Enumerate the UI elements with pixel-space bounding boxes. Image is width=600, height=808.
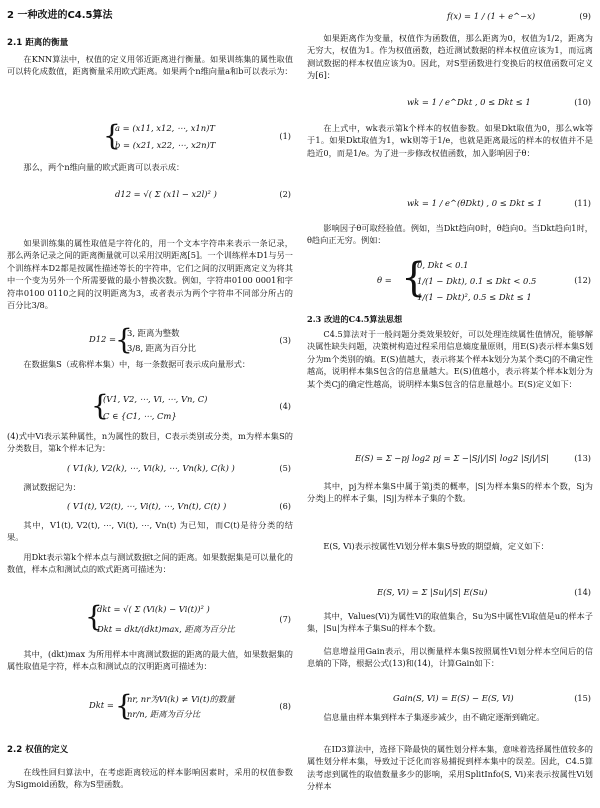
s22-paragraph-4: 影响因子θ可取经验值。例如，当Dkt趋向0时，θ趋向0。当Dkt趋向1时，θ趋向正无穷。例如： — [307, 223, 593, 246]
equation-11-number: (11) — [574, 198, 591, 208]
s23-paragraph-6: 信息量由样本集到样本子集逐步减少，由不确定逐渐到确定。 — [323, 712, 545, 722]
equation-8-case-2: nr/n, 距离为百分比 — [127, 709, 201, 719]
equation-3-lhs: D12 = — [89, 334, 117, 344]
s21-paragraph-5: (4)式中Vi表示某种属性，n为属性的数目，C表示类别或分类，m为样本集S的分类数目，第k个样本记为： — [7, 431, 293, 454]
equation-1-line-a: a = (x11, x12, ⋯, x1n)T — [115, 123, 216, 133]
equation-5-expr: ( V1(k), V2(k), ⋯, Vi(k), ⋯, Vn(k), C(k) ) — [67, 463, 235, 473]
equation-4-line-1: (V1, V2, ⋯, Vi, ⋯, Vn, C) — [103, 394, 208, 404]
equation-12-lhs: θ = — [377, 275, 392, 285]
equation-5 — [7, 462, 293, 476]
equation-13-expr: E(S) = Σ −pj log2 pj = Σ −|Sj|/|S| log2 |Sj|/|S| — [355, 453, 550, 463]
s21-paragraph-7: 其中，V1(t), V2(t), ⋯, Vi(t), ⋯, Vn(t) 为已知，而C(t)是待分类的结果。 — [7, 520, 293, 543]
s23-paragraph-7: 在ID3算法中，选择下降最快的属性划分样本集，意味着选择属性值较多的属性划分样本集，导致过于泛化而容易捕捉到样本集中的误差。因此，C4.5算法考虑到属性的取值数量多少的影响，采用SplitInfo(S, Vi)来表示按属性Vi划分样本 — [307, 744, 593, 792]
section-2-title: 2 一种改进的C4.5算法 — [7, 10, 113, 21]
equation-15-number: (15) — [574, 693, 591, 703]
equation-7-brace: { — [85, 600, 103, 633]
equation-8-brace: { — [115, 689, 133, 722]
equation-4-number: (4) — [279, 401, 291, 411]
equation-8-case-1: nr, nr为Vi(k) ≠ Vi(t)的数量 — [127, 694, 235, 704]
equation-8 — [7, 690, 293, 722]
equation-7-line-1: dkt = √( Σ (Vi(k) − Vi(t))² ) — [97, 604, 210, 614]
equation-5-number: (5) — [279, 463, 291, 473]
s21-paragraph-3: 如果训练集的属性取值是字符化的，用一个文本字符串来表示一条记录，那么两条记录之间的距离衡量就可以采用汉明距离[5]。一个训练样本D1与另一个训练样本D2都是按属性描述等长的字符串，它们之间的汉明距离定义为将其中一个变为另外一个所需要做的最小替换次数。例如，字符串0100 0001和字符串0100 0110之间的汉明距离为3，或者表示为两个字符串不同部分所占的百分比3/8。 — [7, 238, 293, 311]
equation-6-number: (6) — [279, 501, 291, 511]
equation-12-brace: { — [401, 255, 427, 301]
s21-paragraph-8: 用Dkt表示第k个样本点与测试数据t之间的距离。如果数据集是可以量化的数值，样本点和测试点的欧式距离可描述为： — [7, 552, 293, 575]
equation-14-number: (14) — [574, 587, 591, 597]
s23-paragraph-4: 其中，Values(Vi)为属性Vi的取值集合，Su为S中属性Vi取值是u的样本子集，|Su|为样本子集Su的样本个数。 — [307, 611, 593, 634]
s22-paragraph-1: 在线性回归算法中，在考虑距离较远的样本影响因素时，采用的权值参数为Sigmoid函数，称为S型函数。 — [7, 767, 293, 790]
s21-paragraph-4: 在数据集S（或称样本集）中，每一条数据可表示成向量形式： — [23, 359, 251, 369]
equation-12-case-1: 0, Dkt < 0.1 — [417, 260, 469, 270]
equation-13-number: (13) — [574, 453, 591, 463]
equation-7 — [7, 597, 293, 639]
equation-15 — [307, 692, 593, 706]
equation-3-case-2: 3/8, 距离为百分比 — [127, 343, 197, 353]
equation-12-number: (12) — [574, 275, 591, 285]
equation-9-number: (9) — [579, 11, 591, 21]
s23-paragraph-1: C4.5算法对于一般问题分类效果较好，可以处理连续属性值情况，能够解决属性缺失问题，决策树构造过程采用信息熵度量原则，用E(S)表示样本集S划分为m个类别的熵。E(S)值越大，表示将某个样本k划分为某个类Cj的不确定性越高，说明样本集S包含的信息量越大。E(S)值越小，表示将某个样本k划分为某个类Cj的确定性越高，说明样本集S包含的信息量越小。E(S)定义如下： — [307, 329, 593, 389]
equation-1-brace: { — [103, 119, 121, 152]
equation-8-lhs: Dkt = — [89, 700, 114, 710]
equation-9-expr: f(x) = 1 / (1 + e^−x) — [447, 11, 536, 21]
s23-paragraph-2: 其中，pj为样本集S中属于第j类的概率，|S|为样本集S的样本个数，Sj为分类j上的样本子集，|Sj|为样本子集的个数。 — [307, 481, 593, 504]
equation-3-brace: { — [115, 323, 133, 356]
s21-paragraph-9: 其中，(dkt)max 为所用样本中离测试数据的距离的最大值，如果数据集的属性取值是字符，样本点和测试点的汉明距离可描述为： — [7, 649, 293, 672]
equation-14-expr: E(S, Vi) = Σ |Su|/|S| E(Su) — [377, 587, 488, 597]
equation-12-case-3: 1/(1 − Dkt)², 0.5 ≤ Dkt ≤ 1 — [417, 292, 532, 302]
equation-1-line-b: b = (x21, x22, ⋯, x2n)T — [115, 140, 216, 150]
equation-3-number: (3) — [279, 335, 291, 345]
equation-1-number: (1) — [279, 131, 291, 141]
equation-1 — [7, 118, 293, 158]
equation-13 — [307, 446, 593, 472]
equation-8-number: (8) — [279, 701, 291, 711]
equation-4-brace: { — [91, 389, 109, 422]
equation-10-expr: wk = 1 / e^Dkt , 0 ≤ Dkt ≤ 1 — [407, 97, 531, 107]
equation-7-number: (7) — [279, 614, 291, 624]
s22-paragraph-2: 如果距离作为变量，权值作为函数值，那么距离为0，权值为1/2，距离为无穷大，权值为1。作为权值函数，趋近测试数据的样本权值应该为1，而远离测试数据的样本权值应该为0。因此，对S型函数进行变换后的权值函数可定义为[6]： — [307, 33, 593, 81]
equation-2-expr: d12 = √( Σ (x1l − x2l)² ) — [115, 189, 217, 199]
equation-3 — [7, 325, 293, 357]
equation-3-case-1: 3, 距离为整数 — [127, 328, 180, 338]
equation-2-number: (2) — [279, 189, 291, 199]
s21-paragraph-1: 在KNN算法中，权值的定义用邻近距离进行衡量。如果训练集的属性取值可以转化成数值，距离衡量采用欧式距离。如果两个n维向量a和b可以表示为： — [7, 54, 293, 77]
equation-15-expr: Gain(S, Vi) = E(S) − E(S, Vi) — [393, 693, 514, 703]
equation-6 — [7, 500, 293, 514]
equation-10-number: (10) — [574, 97, 591, 107]
equation-2 — [7, 178, 293, 214]
equation-11 — [307, 193, 593, 215]
equation-4 — [7, 388, 293, 424]
equation-11-expr: wk = 1 / e^(θDkt) , 0 ≤ Dkt ≤ 1 — [407, 198, 543, 208]
s23-paragraph-5: 信息增益用Gain表示，用以衡量样本集S按照属性Vi划分样本空间后的信息熵的下降，根据公式(13)和(14)，计算Gain如下： — [307, 646, 593, 669]
equation-10 — [307, 92, 593, 114]
equation-7-line-2: Dkt = dkt/(dkt)max, 距离为百分比 — [97, 624, 235, 634]
s21-paragraph-2: 那么，两个n维向量的欧式距离可以表示成： — [23, 162, 185, 172]
equation-4-line-2: C ∈ {C1, ⋯, Cm} — [103, 411, 177, 421]
section-2-1-title: 2.1 距离的衡量 — [7, 38, 69, 48]
section-2-2-title: 2.2 权值的定义 — [7, 745, 69, 755]
equation-12-case-2: 1/(1 − Dkt), 0.1 ≤ Dkt < 0.5 — [417, 276, 537, 286]
section-2-3-title: 2.3 改进的C4.5算法思想 — [307, 314, 403, 324]
equation-6-expr: ( V1(t), V2(t), ⋯, Vi(t), ⋯, Vn(t), C(t) ) — [67, 501, 227, 511]
equation-12 — [307, 255, 593, 306]
s23-paragraph-3: E(S, Vi)表示按属性Vi划分样本集S导致的期望熵，定义如下： — [323, 541, 549, 551]
s22-paragraph-3: 在上式中，wk表示第k个样本的权值参数。如果Dkt取值为0，那么wk等于1。如果Dkt取值为1，wk则等于1/e，也就是距离最远的样本的权值并不是趋近0，而是1/e。为了进一步修改权值函数，加入影响因子θ： — [307, 123, 593, 158]
equation-14 — [307, 580, 593, 606]
equation-9 — [307, 8, 593, 26]
s21-paragraph-6: 测试数据记为： — [23, 482, 81, 492]
